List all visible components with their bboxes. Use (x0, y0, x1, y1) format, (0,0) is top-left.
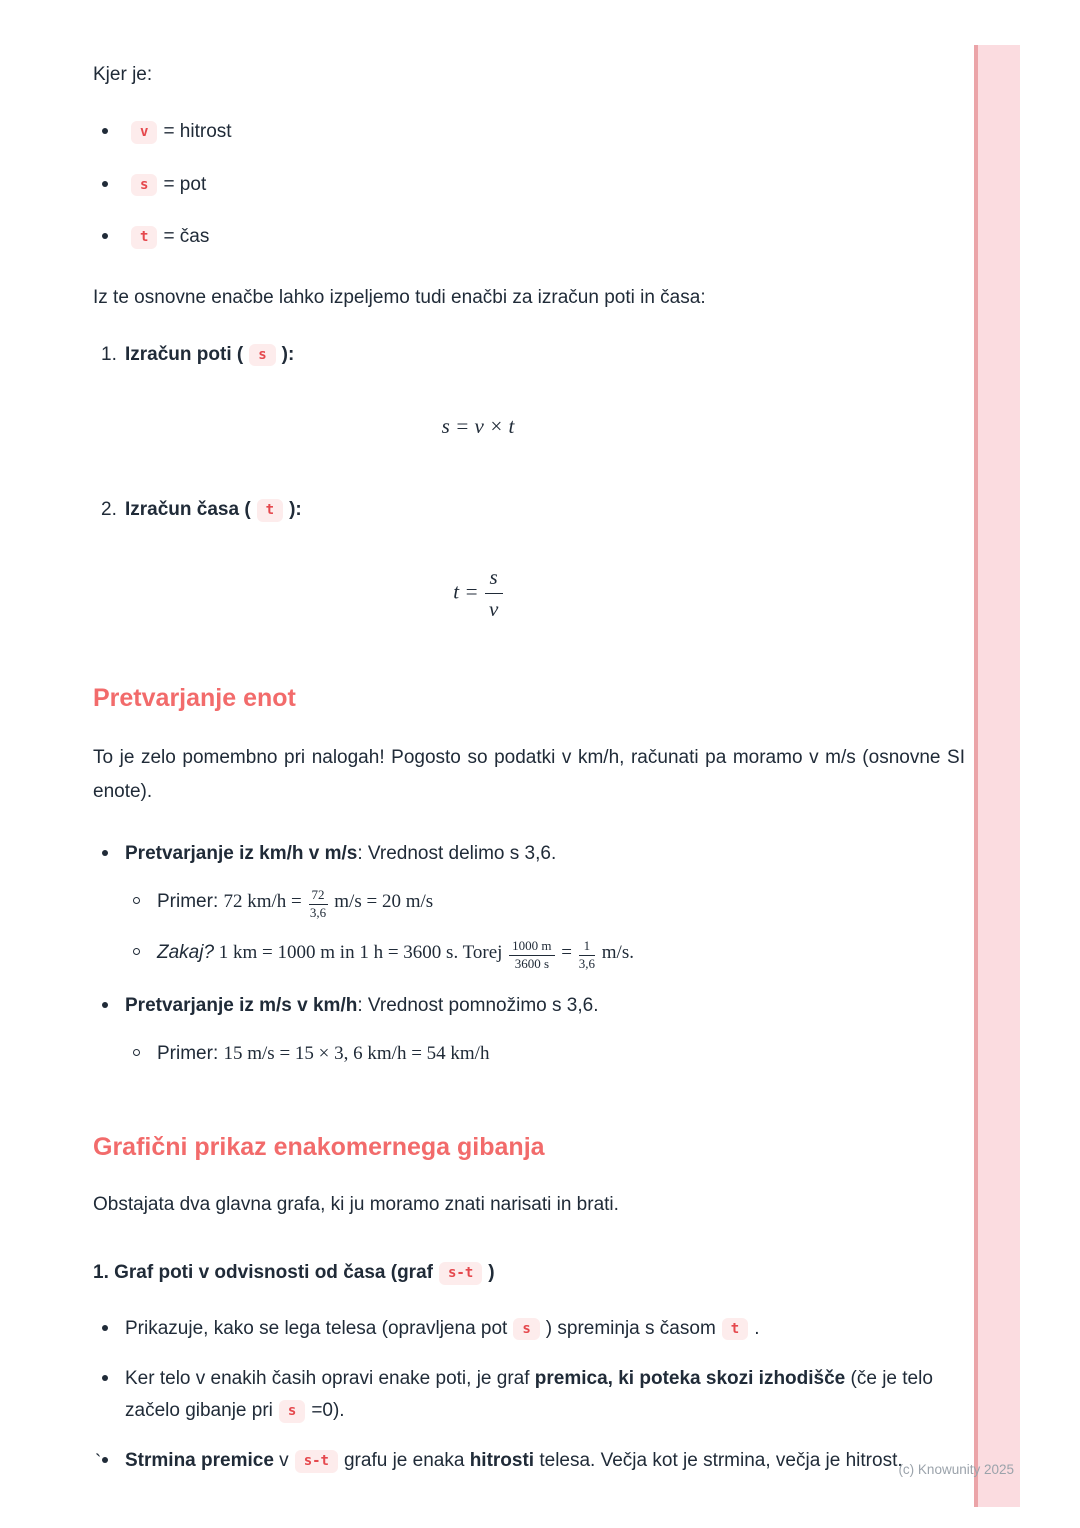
bullet-text: grafu je enaka (343, 1450, 470, 1472)
code-badge-st: s-t (295, 1450, 338, 1473)
list-item-graph-2 (93, 1363, 965, 1428)
list-item-v (93, 116, 965, 148)
numbered-item-time (93, 495, 965, 525)
fraction-numerator: 72 (309, 888, 328, 905)
graph-list (93, 1313, 965, 1478)
numbered-item-path (93, 340, 965, 370)
fraction-denominator: 3600 s (514, 956, 550, 972)
sub-list (125, 1038, 965, 1070)
fraction-denominator: 3,6 (578, 956, 596, 972)
list-item-kmh-to-ms (93, 838, 965, 972)
item-title-close: ): (289, 499, 302, 521)
bullet-bold: hitrosti (469, 1450, 535, 1472)
code-badge-s: s (249, 344, 275, 367)
footer-credit: (c) Knowunity 2025 (898, 1462, 1014, 1477)
formula-text: s = v × t (441, 414, 515, 439)
code-badge-s: s (131, 174, 157, 197)
fraction (509, 939, 554, 972)
bullet-bold: premica, ki poteka skozi izhodišče (534, 1367, 846, 1389)
fraction-numerator: s (485, 565, 503, 594)
list-item-graph-1 (93, 1313, 965, 1345)
list-item-t (93, 221, 965, 253)
code-badge-s: s (513, 1318, 539, 1341)
bullet-text: v (273, 1450, 289, 1472)
list-item-graph-3 (93, 1445, 965, 1477)
math-text: 72 km/h = (223, 891, 307, 913)
decorative-right-stripe (974, 45, 1020, 1507)
rule-text: : Vrednost delimo s 3,6. (357, 842, 557, 864)
rule-title: Pretvarjanje iz km/h v m/s (125, 842, 358, 864)
item-title: Izračun časa ( (125, 499, 251, 521)
fraction (309, 888, 328, 921)
item-number: 1. (101, 343, 117, 365)
bullet-text: . (754, 1317, 760, 1339)
document-body (93, 50, 965, 1496)
bullet-text: telesa. Večja kot je strmina, večja je hitrost. (534, 1450, 903, 1472)
kjer-je-label: Kjer je: (93, 64, 153, 85)
variable-desc: = hitrost (163, 121, 232, 143)
section-heading-graph: Grafični prikaz enakomernega gibanja (93, 1132, 545, 1161)
rule-text: : Vrednost pomnožimo s 3,6. (357, 995, 599, 1017)
formula-path (93, 414, 863, 439)
sub-item-zakaj (125, 937, 965, 972)
fraction-denominator: 3,6 (309, 905, 327, 921)
variable-desc: = čas (163, 225, 210, 247)
list-item-ms-to-kmh (93, 990, 965, 1071)
units-intro: To je zelo pomembno pri nalogah! Pogosto so podatki v km/h, računati pa moramo v m/s (osnovne SI enote). (93, 747, 965, 802)
subheading-close: ) (488, 1262, 495, 1284)
sub-item-primer-1 (125, 886, 965, 921)
math-text: 1 km = 1000 m in 1 h = 3600 s. Torej (214, 942, 508, 964)
bullet-text: ) spreminja s časom (545, 1317, 716, 1339)
code-badge-t: t (722, 1318, 748, 1341)
bullet-text: (če je telo začelo gibanje pri (125, 1367, 933, 1422)
stray-backtick: ` (95, 1452, 102, 1473)
bullet-bold: Strmina premice (125, 1450, 274, 1472)
fraction (485, 565, 503, 622)
primer-label: Primer: (157, 891, 224, 913)
sub-item-primer-2 (125, 1038, 965, 1070)
code-badge-t: t (131, 226, 157, 249)
rule-title: Pretvarjanje iz m/s v km/h (125, 995, 358, 1017)
fraction-denominator: v (488, 597, 499, 622)
fraction-numerator: 1 (579, 939, 595, 956)
zakaj-label: Zakaj? (157, 942, 215, 964)
graph-subheading (93, 1258, 965, 1288)
subheading-text: 1. Graf poti v odvisnosti od časa (graf (93, 1262, 433, 1284)
variable-desc: = pot (163, 173, 207, 195)
section-heading-units: Pretvarjanje enot (93, 684, 296, 713)
graph-intro: Obstajata dva glavna grafa, ki ju moramo znati narisati in brati. (93, 1193, 619, 1215)
math-text: m/s = 20 m/s (329, 891, 434, 913)
fraction (579, 939, 595, 972)
units-list (93, 838, 965, 1071)
code-badge-st: s-t (439, 1262, 482, 1285)
item-title: Izračun poti ( (125, 343, 244, 365)
variable-list (93, 116, 965, 253)
formula-lhs: t = (453, 579, 479, 604)
math-text: = (556, 942, 577, 964)
fraction-numerator: 1000 m (509, 939, 554, 956)
code-badge-s: s (279, 1400, 305, 1423)
item-title-close: ): (281, 343, 295, 365)
math-text: 15 m/s = 15 × 3, 6 km/h = 54 km/h (223, 1043, 490, 1065)
primer-label: Primer: (157, 1043, 224, 1065)
derivation-intro: Iz te osnovne enačbe lahko izpeljemo tudi enačbi za izračun poti in časa: (93, 287, 706, 309)
bullet-text: Prikazuje, kako se lega telesa (opravljena pot (125, 1317, 508, 1339)
bullet-text: =0). (311, 1400, 345, 1422)
code-badge-t: t (257, 499, 283, 522)
code-badge-v: v (131, 121, 157, 144)
formula-time (93, 565, 863, 622)
sub-list (125, 886, 965, 972)
bullet-text: Ker telo v enakih časih opravi enake poti, je graf (125, 1367, 535, 1389)
list-item-s (93, 169, 965, 201)
item-number: 2. (101, 499, 117, 521)
math-text: m/s. (597, 942, 634, 964)
